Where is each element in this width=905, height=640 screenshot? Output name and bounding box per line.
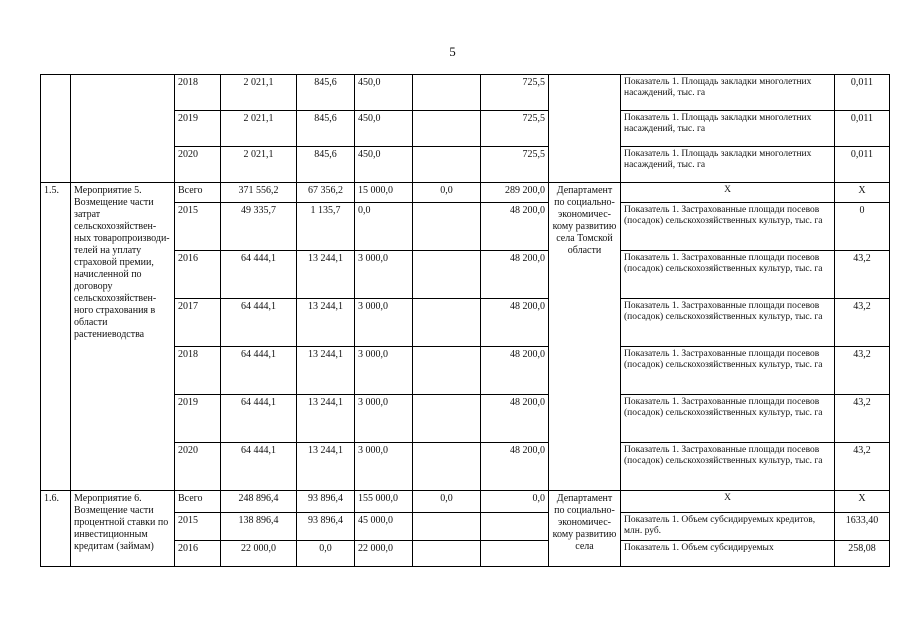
- indicator-cell: Показатель 1. Застрахованные площади посевов (посадок) сельскохозяйственных культур, тыс. га: [621, 395, 835, 443]
- regional-cell: 0,0: [355, 203, 413, 251]
- table-row: [41, 183, 890, 203]
- total-cell: 2 021,1: [221, 75, 297, 111]
- regional-cell: 450,0: [355, 75, 413, 111]
- extra-cell: 48 200,0: [481, 443, 549, 491]
- total-cell: 64 444,1: [221, 299, 297, 347]
- extra-cell: 725,5: [481, 147, 549, 183]
- extra-cell: 725,5: [481, 75, 549, 111]
- federal-cell: 93 896,4: [297, 513, 355, 541]
- indicator-value-cell: 43,2: [835, 299, 890, 347]
- total-cell: 138 896,4: [221, 513, 297, 541]
- total-cell: 2 021,1: [221, 147, 297, 183]
- indicator-cell: Показатель 1. Площадь закладки многолетних насаждений, тыс. га: [621, 75, 835, 111]
- regional-cell: 15 000,0: [355, 183, 413, 203]
- department-cell: [549, 75, 621, 183]
- federal-cell: 13 244,1: [297, 299, 355, 347]
- local-cell: 0,0: [413, 491, 481, 513]
- federal-cell: 845,6: [297, 147, 355, 183]
- local-cell: [413, 203, 481, 251]
- local-cell: [413, 111, 481, 147]
- indicator-cell: Показатель 1. Застрахованные площади посевов (посадок) сельскохозяйственных культур, тыс. га: [621, 203, 835, 251]
- indicator-value-cell: 0: [835, 203, 890, 251]
- total-cell: 248 896,4: [221, 491, 297, 513]
- indicator-value-cell: 43,2: [835, 395, 890, 443]
- indicator-value-cell: 1633,40: [835, 513, 890, 541]
- regional-cell: 3 000,0: [355, 395, 413, 443]
- local-cell: [413, 251, 481, 299]
- local-cell: [413, 75, 481, 111]
- regional-cell: 450,0: [355, 111, 413, 147]
- indicator-cell: Показатель 1. Площадь закладки многолетних насаждений, тыс. га: [621, 147, 835, 183]
- indicator-cell: Показатель 1. Объем субсидируемых: [621, 541, 835, 567]
- local-cell: [413, 147, 481, 183]
- total-cell: 2 021,1: [221, 111, 297, 147]
- federal-cell: 13 244,1: [297, 347, 355, 395]
- year-cell: 2015: [175, 513, 221, 541]
- local-cell: [413, 541, 481, 567]
- indicator-cell: Показатель 1. Площадь закладки многолетних насаждений, тыс. га: [621, 111, 835, 147]
- federal-cell: 13 244,1: [297, 251, 355, 299]
- indicator-value-cell: 43,2: [835, 443, 890, 491]
- indicator-value-cell: 43,2: [835, 251, 890, 299]
- department-cell: Департамент по социально-экономичес-кому развитию села Томской области: [549, 183, 621, 491]
- total-cell: 64 444,1: [221, 443, 297, 491]
- total-cell: 371 556,2: [221, 183, 297, 203]
- regional-cell: 3 000,0: [355, 347, 413, 395]
- year-cell: 2016: [175, 541, 221, 567]
- measure-name: Мероприятие 6. Возмещение части процентной ставки по инвестиционным кредитам (займам): [71, 491, 175, 567]
- regional-cell: 3 000,0: [355, 443, 413, 491]
- indicator-cell: Показатель 1. Застрахованные площади посевов (посадок) сельскохозяйственных культур, тыс. га: [621, 299, 835, 347]
- extra-cell: [481, 541, 549, 567]
- federal-cell: 13 244,1: [297, 443, 355, 491]
- year-cell: 2020: [175, 443, 221, 491]
- year-cell: 2018: [175, 75, 221, 111]
- measure-number: 1.6.: [41, 491, 71, 567]
- federal-cell: 845,6: [297, 111, 355, 147]
- indicator-value-cell: 258,08: [835, 541, 890, 567]
- federal-cell: 0,0: [297, 541, 355, 567]
- indicator-value-cell: Х: [835, 491, 890, 513]
- indicator-value-cell: 43,2: [835, 347, 890, 395]
- local-cell: 0,0: [413, 183, 481, 203]
- indicator-value-cell: 0,011: [835, 111, 890, 147]
- local-cell: [413, 443, 481, 491]
- indicator-cell: Показатель 1. Застрахованные площади посевов (посадок) сельскохозяйственных культур, тыс. га: [621, 443, 835, 491]
- extra-cell: 48 200,0: [481, 251, 549, 299]
- extra-cell: 48 200,0: [481, 395, 549, 443]
- extra-cell: 48 200,0: [481, 299, 549, 347]
- total-cell: 64 444,1: [221, 251, 297, 299]
- year-cell: Всего: [175, 491, 221, 513]
- federal-cell: 93 896,4: [297, 491, 355, 513]
- local-cell: [413, 299, 481, 347]
- year-cell: 2020: [175, 147, 221, 183]
- indicator-cell: Показатель 1. Застрахованные площади посевов (посадок) сельскохозяйственных культур, тыс. га: [621, 251, 835, 299]
- indicator-value-cell: Х: [835, 183, 890, 203]
- regional-cell: 155 000,0: [355, 491, 413, 513]
- regional-cell: 3 000,0: [355, 299, 413, 347]
- page-number: 5: [449, 44, 456, 59]
- table-row: [41, 491, 890, 513]
- indicator-cell: Показатель 1. Объем субсидируемых кредитов, млн. руб.: [621, 513, 835, 541]
- extra-cell: [481, 513, 549, 541]
- indicator-cell: Х: [621, 491, 835, 513]
- department-cell: Департамент по социально-экономичес-кому развитию села: [549, 491, 621, 567]
- extra-cell: 289 200,0: [481, 183, 549, 203]
- federal-cell: 67 356,2: [297, 183, 355, 203]
- year-cell: 2018: [175, 347, 221, 395]
- num-cell: [41, 75, 71, 183]
- regional-cell: 3 000,0: [355, 251, 413, 299]
- federal-cell: 1 135,7: [297, 203, 355, 251]
- year-cell: 2017: [175, 299, 221, 347]
- regional-cell: 22 000,0: [355, 541, 413, 567]
- indicator-value-cell: 0,011: [835, 147, 890, 183]
- extra-cell: 48 200,0: [481, 347, 549, 395]
- table-row: [41, 75, 890, 111]
- total-cell: 49 335,7: [221, 203, 297, 251]
- year-cell: 2019: [175, 111, 221, 147]
- year-cell: 2016: [175, 251, 221, 299]
- indicator-cell: Х: [621, 183, 835, 203]
- local-cell: [413, 513, 481, 541]
- measure-name: Мероприятие 5. Возмещение части затрат сельскохозяйствен-ных товаропроизводи-телей на уплату страховой премии, начисленной по договору сельскохозяйствен-ного страхования в области растениеводства: [71, 183, 175, 491]
- program-table: [40, 74, 890, 567]
- total-cell: 64 444,1: [221, 395, 297, 443]
- total-cell: 64 444,1: [221, 347, 297, 395]
- measure-name-cell: [71, 75, 175, 183]
- extra-cell: 725,5: [481, 111, 549, 147]
- regional-cell: 45 000,0: [355, 513, 413, 541]
- measure-number: 1.5.: [41, 183, 71, 491]
- extra-cell: 0,0: [481, 491, 549, 513]
- indicator-cell: Показатель 1. Застрахованные площади посевов (посадок) сельскохозяйственных культур, тыс. га: [621, 347, 835, 395]
- total-cell: 22 000,0: [221, 541, 297, 567]
- year-cell: 2015: [175, 203, 221, 251]
- local-cell: [413, 347, 481, 395]
- local-cell: [413, 395, 481, 443]
- extra-cell: 48 200,0: [481, 203, 549, 251]
- year-cell: 2019: [175, 395, 221, 443]
- indicator-value-cell: 0,011: [835, 75, 890, 111]
- year-cell: Всего: [175, 183, 221, 203]
- regional-cell: 450,0: [355, 147, 413, 183]
- federal-cell: 845,6: [297, 75, 355, 111]
- federal-cell: 13 244,1: [297, 395, 355, 443]
